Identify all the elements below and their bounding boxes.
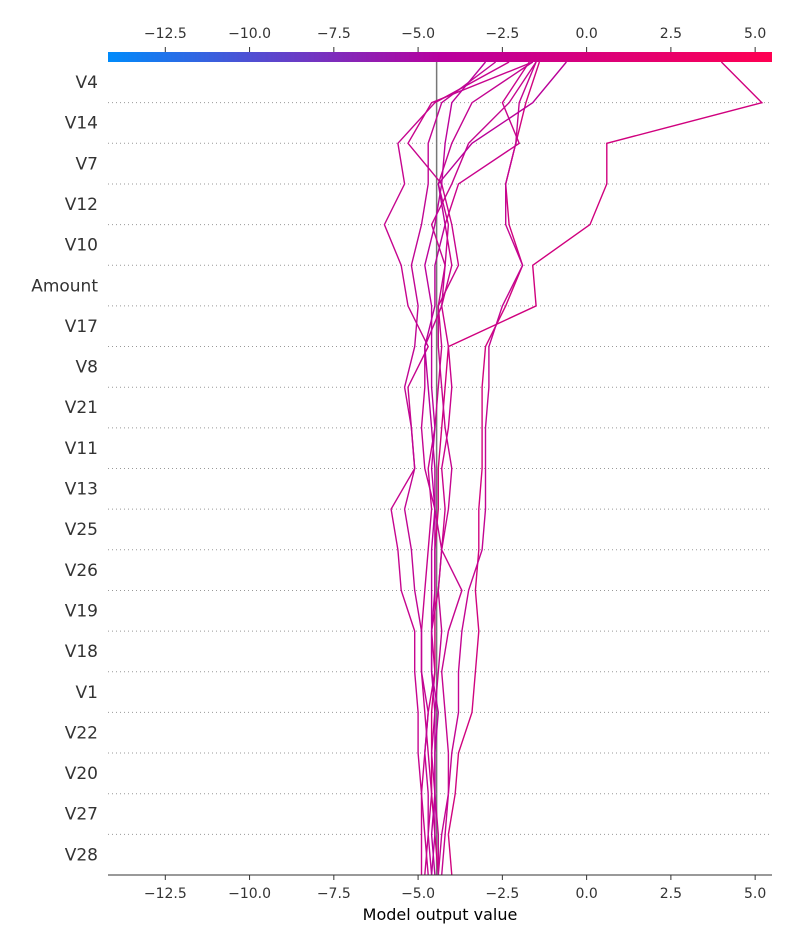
- bottom-tick-label: −7.5: [316, 886, 351, 902]
- bottom-tick-label: −5.0: [401, 886, 436, 902]
- feature-label-v11: V11: [64, 438, 98, 459]
- bottom-tick-label: 2.5: [659, 886, 683, 902]
- feature-label-v13: V13: [64, 479, 98, 500]
- feature-label-v10: V10: [64, 235, 98, 256]
- decision-path-obs-10: [425, 62, 567, 875]
- feature-labels: [31, 73, 98, 865]
- feature-label-v17: V17: [64, 316, 98, 337]
- feature-label-v12: V12: [64, 194, 98, 215]
- bottom-tick-label: 0.0: [575, 886, 598, 902]
- decision-paths: [384, 62, 762, 875]
- bottom-tick-label: 5.0: [744, 886, 767, 902]
- top-axis: [144, 26, 766, 52]
- feature-label-v20: V20: [64, 764, 98, 785]
- decision-path-obs-5: [408, 62, 533, 875]
- bottom-axis: [144, 875, 766, 902]
- top-tick-label: −12.5: [143, 26, 187, 42]
- feature-label-v1: V1: [75, 682, 98, 703]
- top-tick-label: 2.5: [659, 26, 683, 42]
- feature-label-v18: V18: [64, 642, 98, 663]
- top-tick-label: −7.5: [316, 26, 351, 42]
- top-tick-label: −10.0: [228, 26, 272, 42]
- bottom-tick-label: −10.0: [228, 886, 272, 902]
- bottom-tick-label: −12.5: [143, 886, 187, 902]
- feature-label-v26: V26: [64, 560, 98, 581]
- feature-label-v4: V4: [75, 73, 98, 93]
- top-tick-label: 0.0: [575, 26, 598, 42]
- top-tick-label: −5.0: [401, 26, 436, 42]
- decision-path-obs-2: [448, 62, 539, 875]
- decision-path-obs-4: [384, 62, 509, 875]
- colorbar: [108, 52, 772, 62]
- feature-label-v8: V8: [75, 357, 98, 378]
- x-axis-title: Model output value: [362, 905, 518, 924]
- feature-label-amount: Amount: [31, 276, 98, 297]
- feature-label-v22: V22: [64, 723, 98, 744]
- feature-label-v19: V19: [64, 601, 98, 622]
- feature-label-v21: V21: [64, 398, 98, 419]
- grid-lines: [108, 103, 772, 835]
- top-tick-label: 5.0: [744, 26, 767, 42]
- bottom-tick-label: −2.5: [485, 886, 520, 902]
- top-tick-label: −2.5: [485, 26, 520, 42]
- feature-label-v14: V14: [64, 113, 98, 134]
- feature-label-v28: V28: [64, 845, 98, 866]
- feature-label-v7: V7: [75, 154, 98, 175]
- feature-label-v27: V27: [64, 804, 98, 825]
- feature-label-v25: V25: [64, 520, 98, 541]
